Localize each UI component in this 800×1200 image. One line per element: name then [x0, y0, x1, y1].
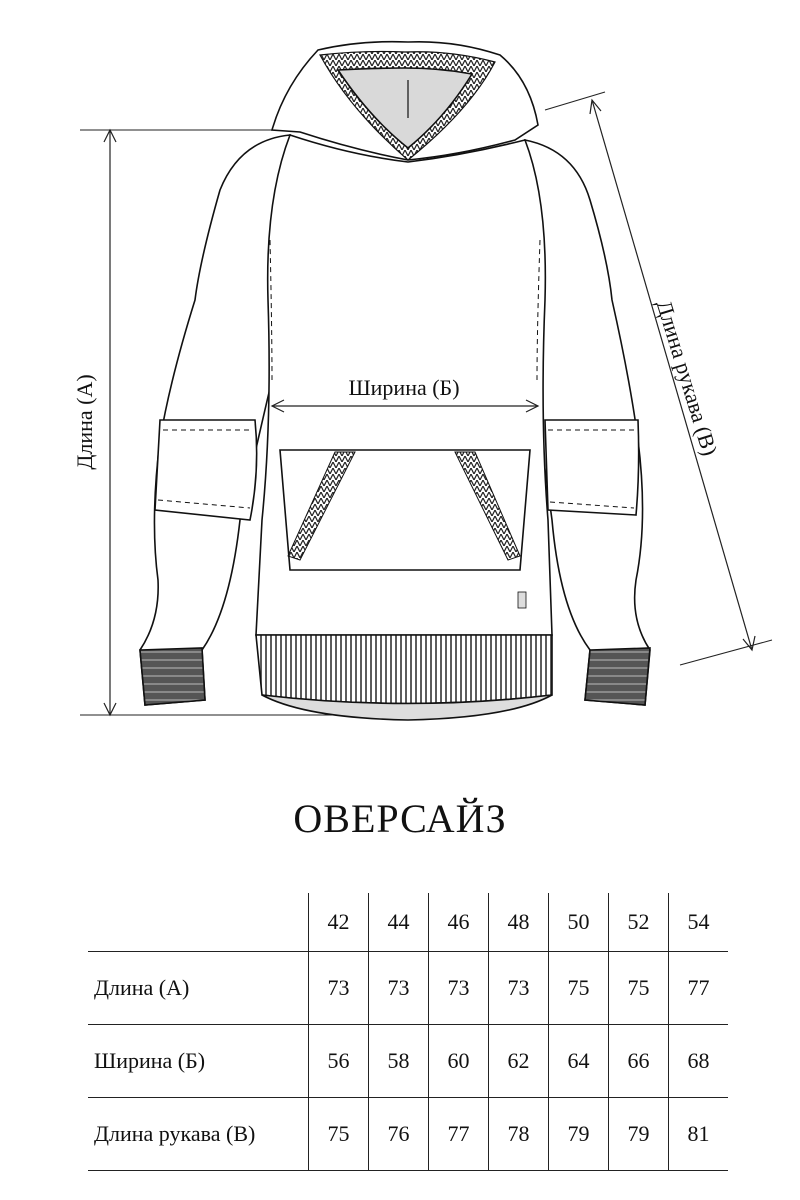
value-cell: 75	[309, 1098, 369, 1171]
fit-title: ОВЕРСАЙЗ	[293, 796, 507, 841]
value-cell: 66	[609, 1025, 669, 1098]
width-label: Ширина (Б)	[348, 375, 460, 400]
value-cell: 75	[549, 952, 609, 1025]
row-label: Длина (А)	[88, 952, 309, 1025]
header-blank-cell	[88, 893, 309, 952]
row-label: Ширина (Б)	[88, 1025, 309, 1098]
table-row-sleeve	[88, 1098, 728, 1171]
value-cell: 79	[609, 1098, 669, 1171]
table-row-length	[88, 952, 728, 1025]
value-cell: 58	[369, 1025, 429, 1098]
value-cell: 73	[369, 952, 429, 1025]
value-cell: 77	[429, 1098, 489, 1171]
value-cell: 62	[489, 1025, 549, 1098]
sleeve-label: Длина рукава (В)	[651, 297, 723, 459]
value-cell: 60	[429, 1025, 489, 1098]
size-cell: 50	[549, 893, 609, 952]
value-cell: 73	[309, 952, 369, 1025]
value-cell: 75	[609, 952, 669, 1025]
table-row-width	[88, 1025, 728, 1098]
value-cell: 77	[669, 952, 729, 1025]
size-cell: 44	[369, 893, 429, 952]
value-cell: 73	[489, 952, 549, 1025]
size-cell: 42	[309, 893, 369, 952]
value-cell: 79	[549, 1098, 609, 1171]
row-label: Длина рукава (В)	[88, 1098, 309, 1171]
value-cell: 73	[429, 952, 489, 1025]
size-cell: 46	[429, 893, 489, 952]
value-cell: 81	[669, 1098, 729, 1171]
size-cell: 48	[489, 893, 549, 952]
value-cell: 56	[309, 1025, 369, 1098]
value-cell: 78	[489, 1098, 549, 1171]
value-cell: 64	[549, 1025, 609, 1098]
size-header-row	[88, 893, 728, 952]
length-label: Длина (А)	[72, 374, 97, 470]
value-cell: 76	[369, 1098, 429, 1171]
size-cell: 54	[669, 893, 729, 952]
size-table	[88, 893, 728, 1171]
value-cell: 68	[669, 1025, 729, 1098]
size-cell: 52	[609, 893, 669, 952]
